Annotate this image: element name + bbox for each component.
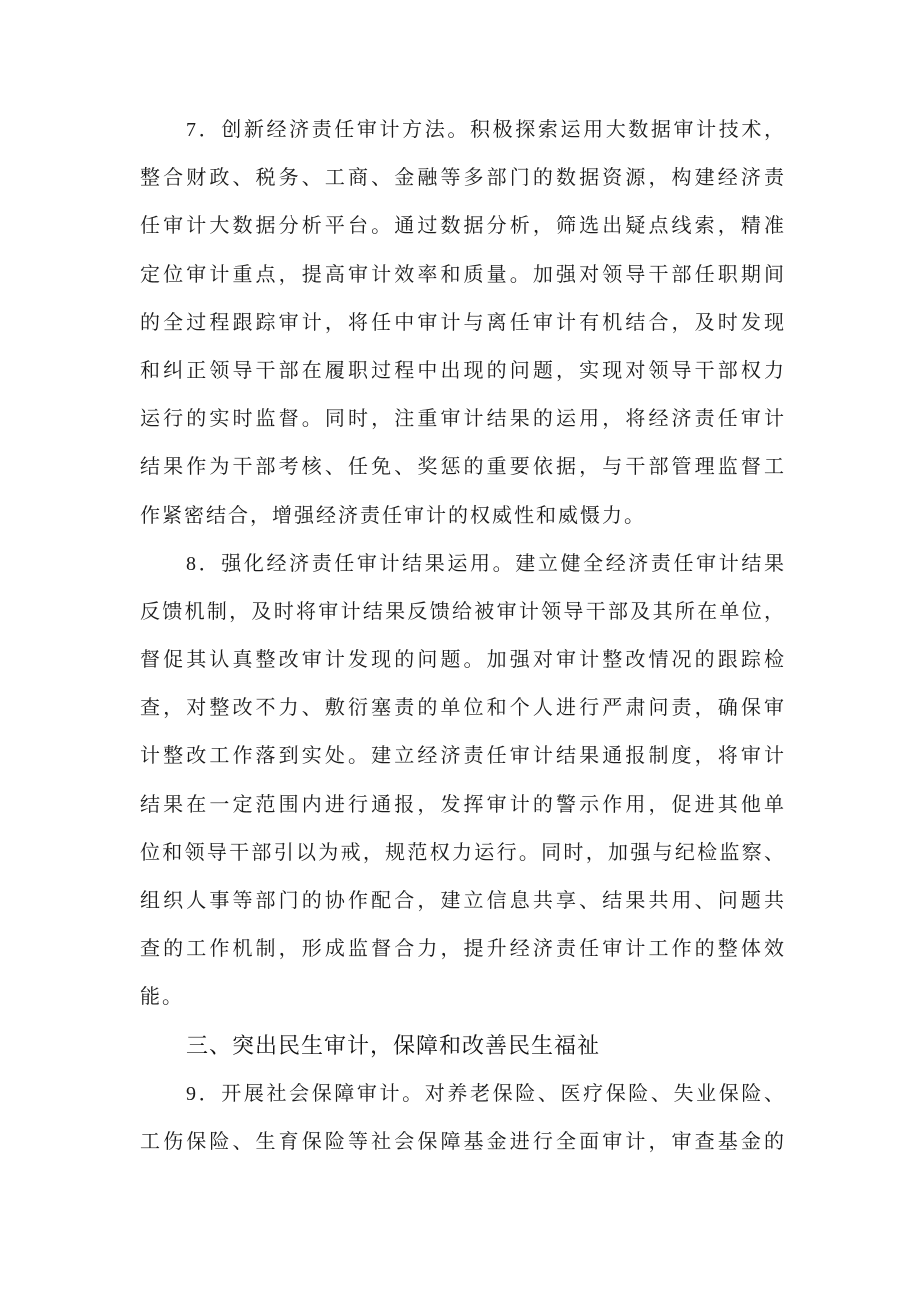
paragraph-line: 组织人事等部门的协作配合，建立信息共享、结果共用、问题共 [140,890,786,912]
paragraph-line: 和纠正领导干部在履职过程中出现的问题，实现对领导干部权力 [140,359,786,382]
paragraph-line: 运行的实时监督。同时，注重审计结果的运用，将经济责任审计 [140,408,786,431]
paragraph-line: 查，对整改不力、敷衍塞责的单位和个人进行严肃问责，确保审 [140,697,786,720]
section-heading: 三、突出民生审计，保障和改善民生福祉 [186,1032,601,1058]
paragraph-line: 结果作为干部考核、任免、奖惩的重要依据，与干部管理监督工 [140,456,786,479]
paragraph-line: 督促其认真整改审计发现的问题。加强对审计整改情况的跟踪检 [140,649,786,672]
paragraph-line: 整合财政、税务、工商、金融等多部门的数据资源，构建经济责 [140,167,786,190]
paragraph-line: 任审计大数据分析平台。通过数据分析，筛选出疑点线索，精准 [140,215,786,238]
paragraph-line: 能。 [140,986,184,1009]
document-body [140,106,786,1166]
paragraph-line: 定位审计重点，提高审计效率和质量。加强对领导干部任职期间 [140,263,786,286]
paragraph-line: 8．强化经济责任审计结果运用。建立健全经济责任审计结果 [186,552,786,575]
paragraph-line: 9．开展社会保障审计。对养老保险、医疗保险、失业保险、 [186,1082,786,1105]
paragraph-item-9 [140,1070,786,1166]
paragraph-item-7 [140,106,786,540]
paragraph-line: 工伤保险、生育保险等社会保障基金进行全面审计，审查基金的 [140,1130,786,1153]
paragraph-line: 位和领导干部引以为戒，规范权力运行。同时，加强与纪检监察、 [140,841,786,864]
paragraph-line: 计整改工作落到实处。建立经济责任审计结果通报制度，将审计 [140,745,786,768]
paragraph-line: 的全过程跟踪审计，将任中审计与离任审计有机结合，及时发现 [140,311,786,334]
paragraph-line: 反馈机制，及时将审计结果反馈给被审计领导干部及其所在单位， [140,600,786,623]
paragraph-line: 查的工作机制，形成监督合力，提升经济责任审计工作的整体效 [140,938,786,961]
paragraph-item-8 [140,540,786,1022]
paragraph-line: 作紧密结合，增强经济责任审计的权威性和威慑力。 [140,504,646,527]
paragraph-line: 7．创新经济责任审计方法。积极探索运用大数据审计技术， [186,119,786,141]
paragraph-line: 结果在一定范围内进行通报，发挥审计的警示作用，促进其他单 [140,793,786,816]
